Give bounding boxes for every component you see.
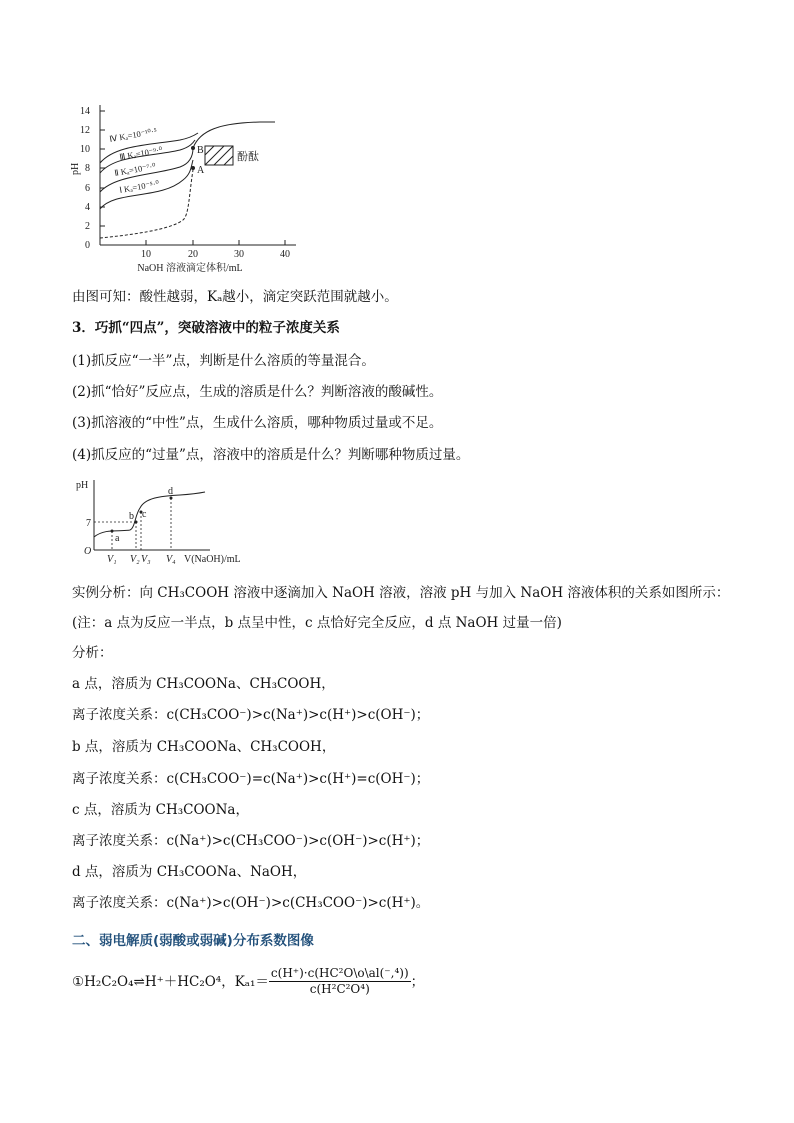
ka1-fraction xyxy=(269,966,411,997)
ytick: 4 xyxy=(85,202,90,213)
point-item: (3)抓溶液的“中性”点，生成什么溶质，哪种物质过量或不足。 xyxy=(72,415,443,431)
ytick: 10 xyxy=(80,144,90,155)
numerator: c(H⁺)·c(HC²O\o\al(⁻,⁴)) xyxy=(270,966,409,980)
analysis-line: c 点，溶质为 CH₃COONa， xyxy=(72,802,249,818)
curve-label-iv: Ⅳ Kₐ=10⁻¹⁰·⁵ xyxy=(108,125,158,144)
v2-label: V₂ xyxy=(130,554,140,565)
origin-label: O xyxy=(84,546,92,557)
point-d: d xyxy=(168,486,173,497)
example-intro: 实例分析：向 CH₃COOH 溶液中逐滴加入 NaOH 溶液，溶液 pH 与加入 NaOH 溶液体积的关系如图所示： xyxy=(72,585,730,601)
point-item: (2)抓“恰好”反应点，生成的溶质是什么？判断溶液的酸碱性。 xyxy=(72,384,443,400)
ytick: 0 xyxy=(85,240,90,251)
point-item: (4)抓反应的“过量”点，溶液中的溶质是什么？判断哪种物质过量。 xyxy=(72,447,470,463)
point-c: c xyxy=(142,509,147,520)
curve-label-i: Ⅰ Kₐ=10⁻⁵·⁰ xyxy=(118,178,160,195)
xtick: 30 xyxy=(234,249,244,260)
equation-text: ①H₂C₂O₄⇌H⁺＋HC₂O⁴，Kₐ₁＝ xyxy=(72,973,269,990)
analysis-line: a 点，溶质为 CH₃COONa、CH₃COOH， xyxy=(72,676,335,692)
titration-chart-ka xyxy=(70,95,310,275)
equation-end: ； xyxy=(410,973,425,990)
analysis-line: d 点，溶质为 CH₃COONa、NaOH， xyxy=(72,864,307,880)
ytick: 8 xyxy=(85,163,90,174)
x-axis-label: NaOH 溶液滴定体积/mL xyxy=(137,263,243,274)
x-axis-label: V(NaOH)/mL xyxy=(184,554,241,565)
denominator: c(H²C²O⁴) xyxy=(309,982,370,996)
v1-label: V₁ xyxy=(107,554,117,565)
example-note: (注：a 点为反应一半点，b 点呈中性，c 点恰好完全反应，d 点 NaOH 过量一倍) xyxy=(72,615,562,631)
ytick: 14 xyxy=(80,106,90,117)
conclusion-text: 由图可知：酸性越弱，Kₐ越小，滴定突跃范围就越小。 xyxy=(72,289,398,305)
v4-label: V₄ xyxy=(166,554,176,565)
ytick: 6 xyxy=(85,183,90,194)
point-item: (1)抓反应“一半”点，判断是什么溶质的等量混合。 xyxy=(72,353,375,369)
analysis-line: 离子浓度关系：c(CH₃COO⁻)=c(Na⁺)>c(H⁺)=c(OH⁻)； xyxy=(72,771,430,787)
equilibrium-equation xyxy=(72,966,424,997)
curve-label-iii: Ⅲ Kₐ=10⁻⁹·⁰ xyxy=(118,144,164,162)
xtick: 40 xyxy=(280,249,290,260)
ytick: 2 xyxy=(85,221,90,232)
point-b: b xyxy=(129,511,134,522)
point-a: a xyxy=(115,533,120,544)
point-b: B xyxy=(197,145,204,156)
section-2-title: 二、弱电解质(弱酸或弱碱)分布系数图像 xyxy=(72,933,314,949)
analysis-line: 离子浓度关系：c(Na⁺)>c(OH⁻)>c(CH₃COO⁻)>c(H⁺)。 xyxy=(72,895,430,911)
y-axis-label: pH xyxy=(70,162,81,175)
section-3-title: 3．巧抓“四点”，突破溶液中的粒子浓度关系 xyxy=(72,320,340,336)
y-axis-label: pH xyxy=(76,480,89,491)
curve-label-ii: Ⅱ Kₐ=10⁻⁷·⁰ xyxy=(113,160,157,178)
ytick: 12 xyxy=(80,125,90,136)
point-a: A xyxy=(197,165,205,176)
v3-label: V₃ xyxy=(141,554,151,565)
analysis-line: 离子浓度关系：c(CH₃COO⁻)>c(Na⁺)>c(H⁺)>c(OH⁻)； xyxy=(72,707,430,723)
xtick: 10 xyxy=(141,249,151,260)
titration-chart-four-points xyxy=(70,470,290,570)
analysis-line: 离子浓度关系：c(Na⁺)>c(CH₃COO⁻)>c(OH⁻)>c(H⁺)； xyxy=(72,833,430,849)
ytick-7: 7 xyxy=(86,518,91,529)
indicator-label: 酚酞 xyxy=(237,151,259,163)
analysis-line: b 点，溶质为 CH₃COONa、CH₃COOH， xyxy=(72,739,336,755)
xtick: 20 xyxy=(188,249,198,260)
analysis-label: 分析： xyxy=(72,645,113,661)
